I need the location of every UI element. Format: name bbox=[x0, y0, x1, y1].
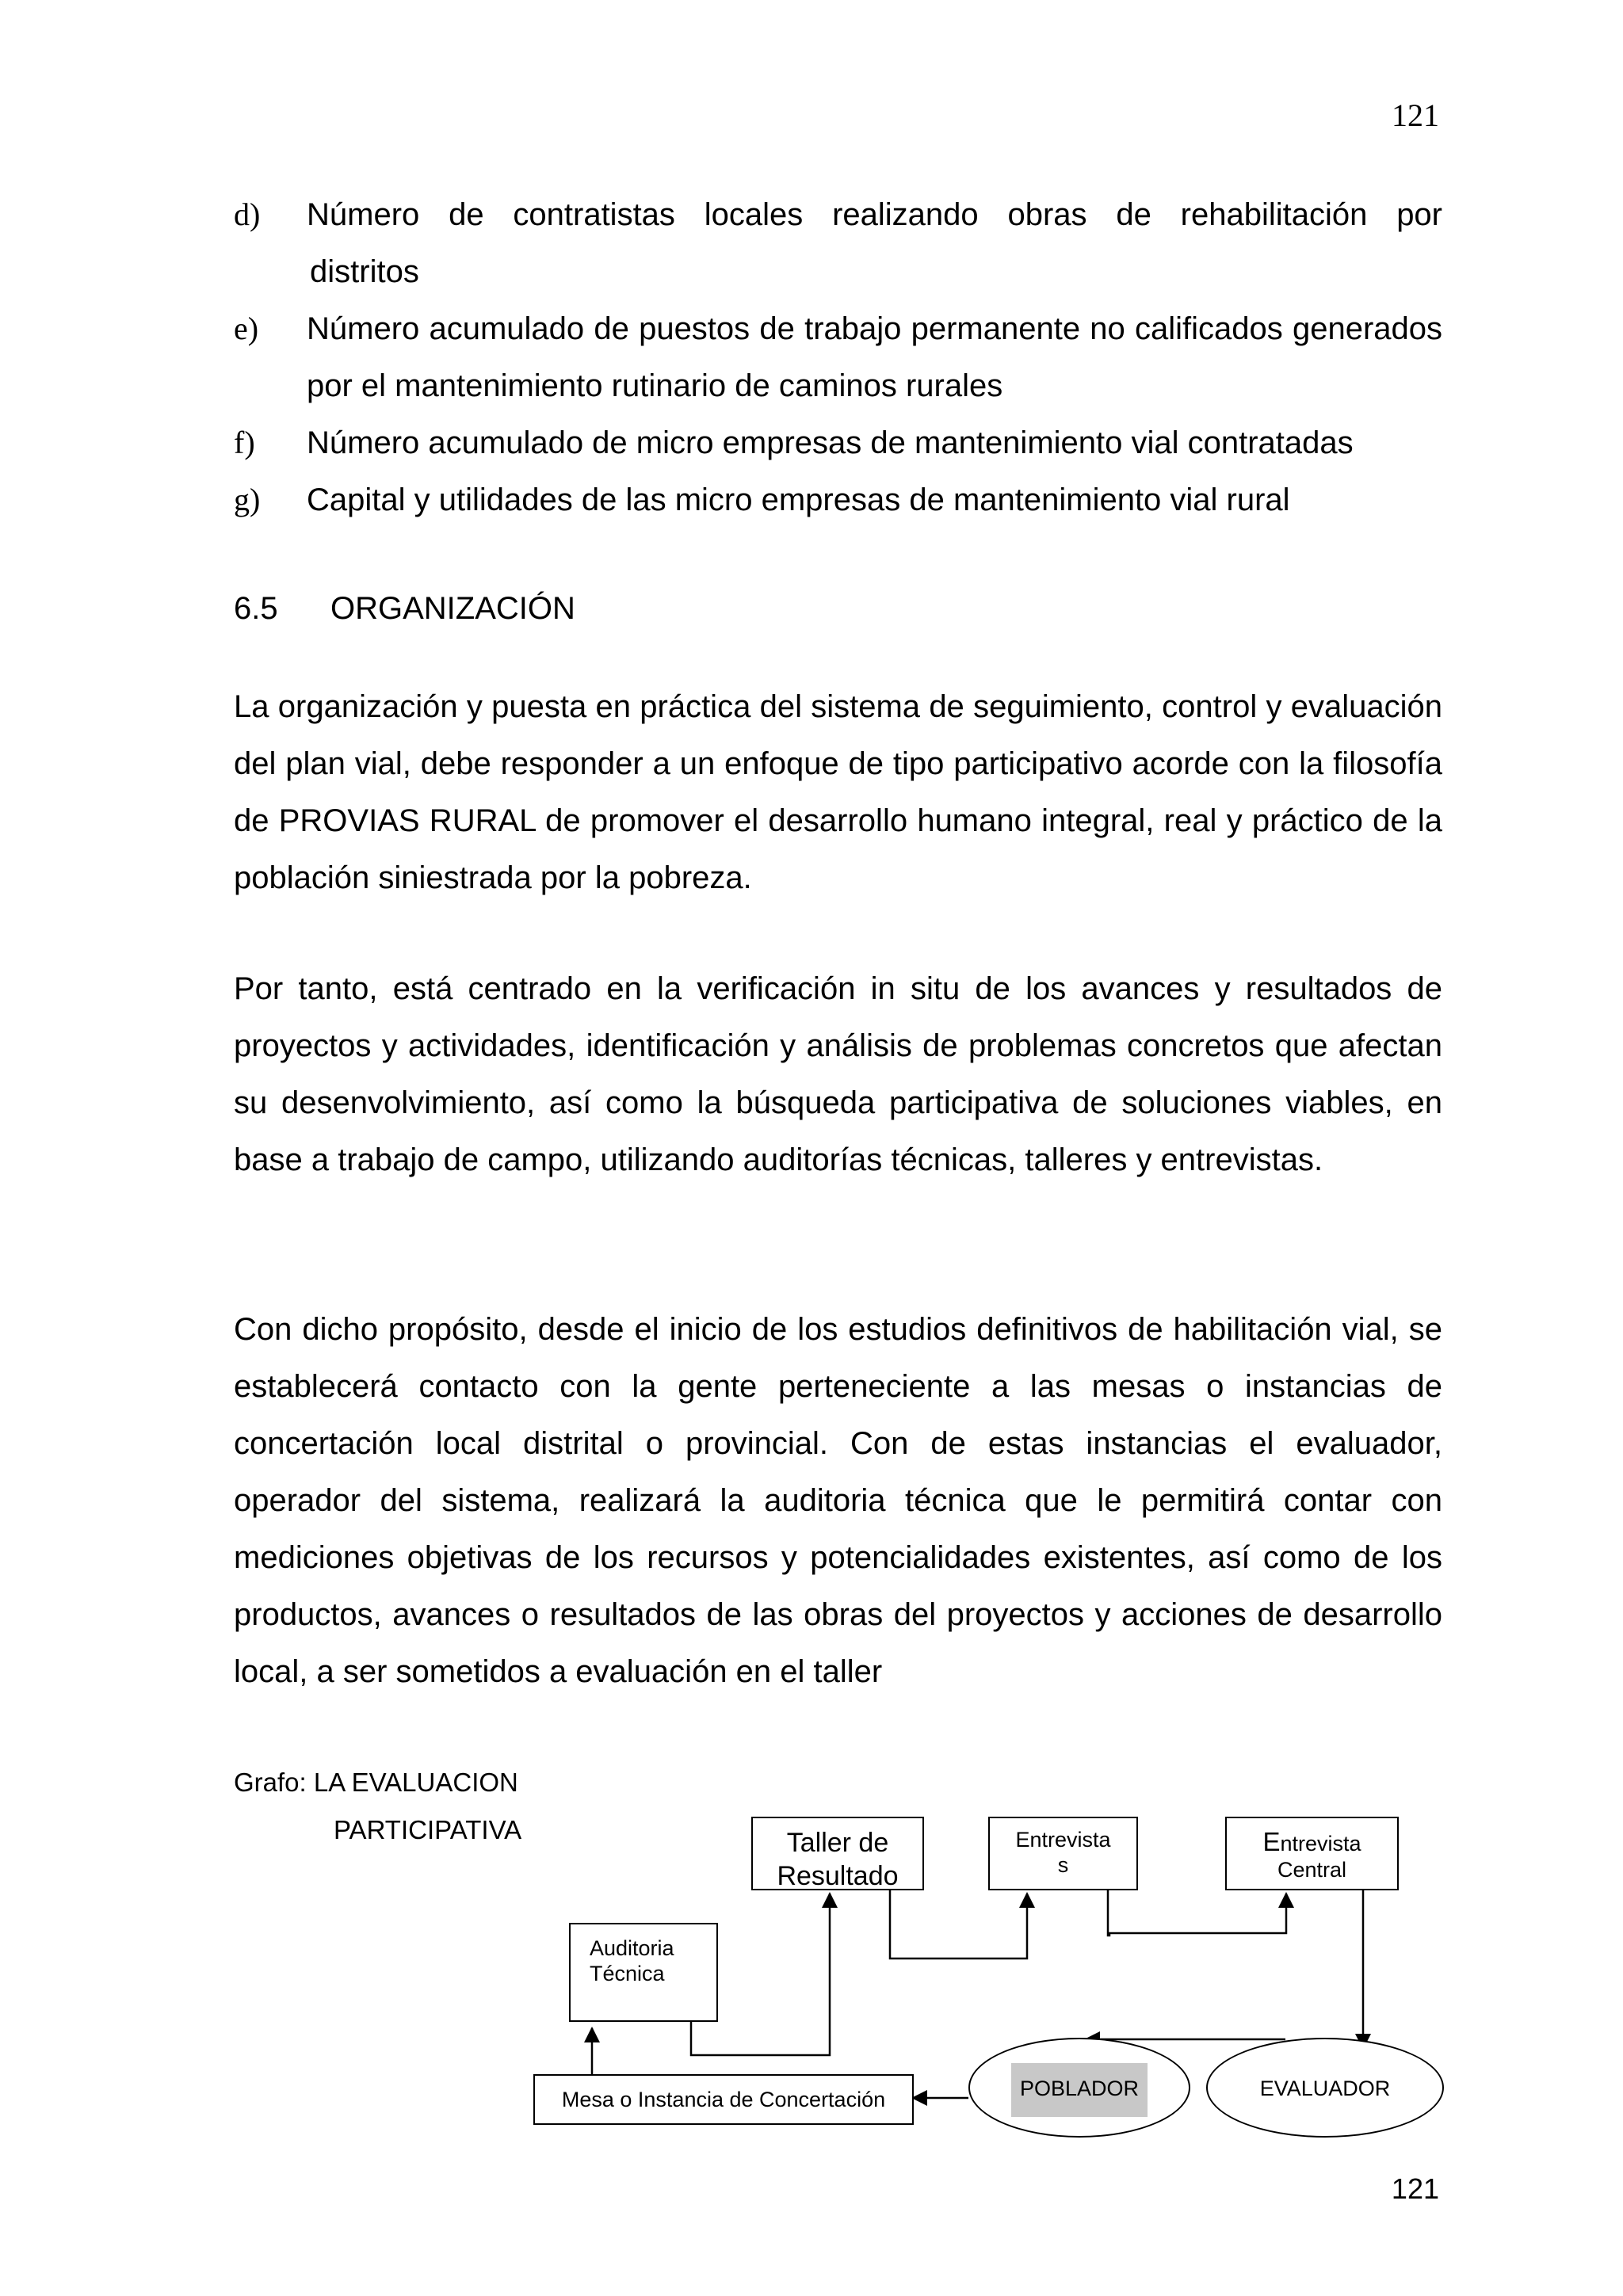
poblador-label: POBLADOR bbox=[1019, 2077, 1140, 2100]
figure-caption-line1: Grafo: LA EVALUACION bbox=[234, 1768, 518, 1797]
list-text-continuation: distritos bbox=[310, 254, 419, 289]
list-text: Número de contratistas locales realizando obras de rehabilitación por bbox=[307, 197, 1442, 232]
list-text: Número acumulado de puestos de trabajo permanente no calificados generados por el mantenimiento rutinario de caminos rurales bbox=[307, 311, 1442, 403]
mesa-label: Mesa o Instancia de Concertación bbox=[561, 2088, 886, 2111]
auditoria-label-line2: Técnica bbox=[590, 1962, 665, 1985]
taller-label-line1: Taller de bbox=[786, 1828, 889, 1858]
entrevistas-label-line1: Entrevista bbox=[1015, 1828, 1111, 1852]
list-marker: e) bbox=[234, 311, 259, 346]
taller-de-resultado-box bbox=[751, 1817, 924, 1890]
figure-caption-line2: PARTICIPATIVA bbox=[334, 1815, 522, 1844]
page-number-bottom: 121 bbox=[1391, 2172, 1439, 2205]
evaluador-oval bbox=[1206, 2038, 1444, 2138]
page-number-top: 121 bbox=[1392, 97, 1439, 133]
entrevista-central-label-line1 bbox=[1227, 1828, 1397, 1862]
entrevista-central-initial: E bbox=[1262, 1827, 1281, 1856]
section-number: 6.5 bbox=[234, 591, 278, 626]
arrow-entrevistas-to-central bbox=[1108, 1889, 1286, 1936]
list-text: Capital y utilidades de las micro empresas de mantenimiento vial rural bbox=[307, 482, 1290, 517]
auditoria-label-line1: Auditoria bbox=[590, 1936, 674, 1960]
entrevistas-box bbox=[988, 1817, 1138, 1890]
entrevistas-label-line2: s bbox=[1057, 1853, 1069, 1877]
entrevista-central-box bbox=[1225, 1817, 1399, 1890]
list-marker: g) bbox=[234, 482, 261, 517]
mesa-concertacion-box bbox=[533, 2074, 914, 2125]
entrevista-central-rest: ntrevista bbox=[1280, 1832, 1361, 1855]
list-marker: d) bbox=[234, 196, 261, 232]
entrevista-central-label-line2: Central bbox=[1277, 1858, 1347, 1882]
arrow-taller-to-entrevistas bbox=[890, 1890, 1027, 1958]
list-text: Número acumulado de micro empresas de mantenimiento vial contratadas bbox=[307, 425, 1354, 460]
list-marker: f) bbox=[234, 425, 255, 460]
evaluador-label: EVALUADOR bbox=[1259, 2077, 1391, 2100]
paragraph-2: Por tanto, está centrado en la verificación in situ de los avances y resultados de proyectos y actividades, identificación y análisis de problemas concretos que afectan su desenvolvimiento, así como la búsqueda participativa de soluciones viables, en base a trabajo de campo, utilizando auditorías técnicas, talleres y entrevistas. bbox=[234, 971, 1442, 1177]
paragraph-3: Con dicho propósito, desde el inicio de los estudios definitivos de habilitación vial, se establecerá contacto con la gente perteneciente a las mesas o instancias de concertación local distrital o provincial. Con de estas instancias el evaluador, operador del sistema, realizará la auditoria técnica que le permitirá contar con mediciones objetivas de los recursos y potencialidades existentes, así como de los productos, avances o resultados de las obras del proyectos y acciones de desarrollo local, a ser sometidos a evaluación en el taller bbox=[234, 1312, 1442, 1689]
poblador-oval bbox=[968, 2038, 1190, 2138]
paragraph-1: La organización y puesta en práctica del sistema de seguimiento, control y evaluación del plan vial, debe responder a un enfoque de tipo participativo acorde con la filosofía de PROVIAS RURAL de promover el desarrollo humano integral, real y práctico de la población siniestrada por la pobreza. bbox=[234, 689, 1442, 895]
taller-label-line2: Resultado bbox=[777, 1861, 899, 1890]
auditoria-tecnica-box bbox=[569, 1923, 718, 2022]
section-title: ORGANIZACIÓN bbox=[330, 591, 575, 626]
